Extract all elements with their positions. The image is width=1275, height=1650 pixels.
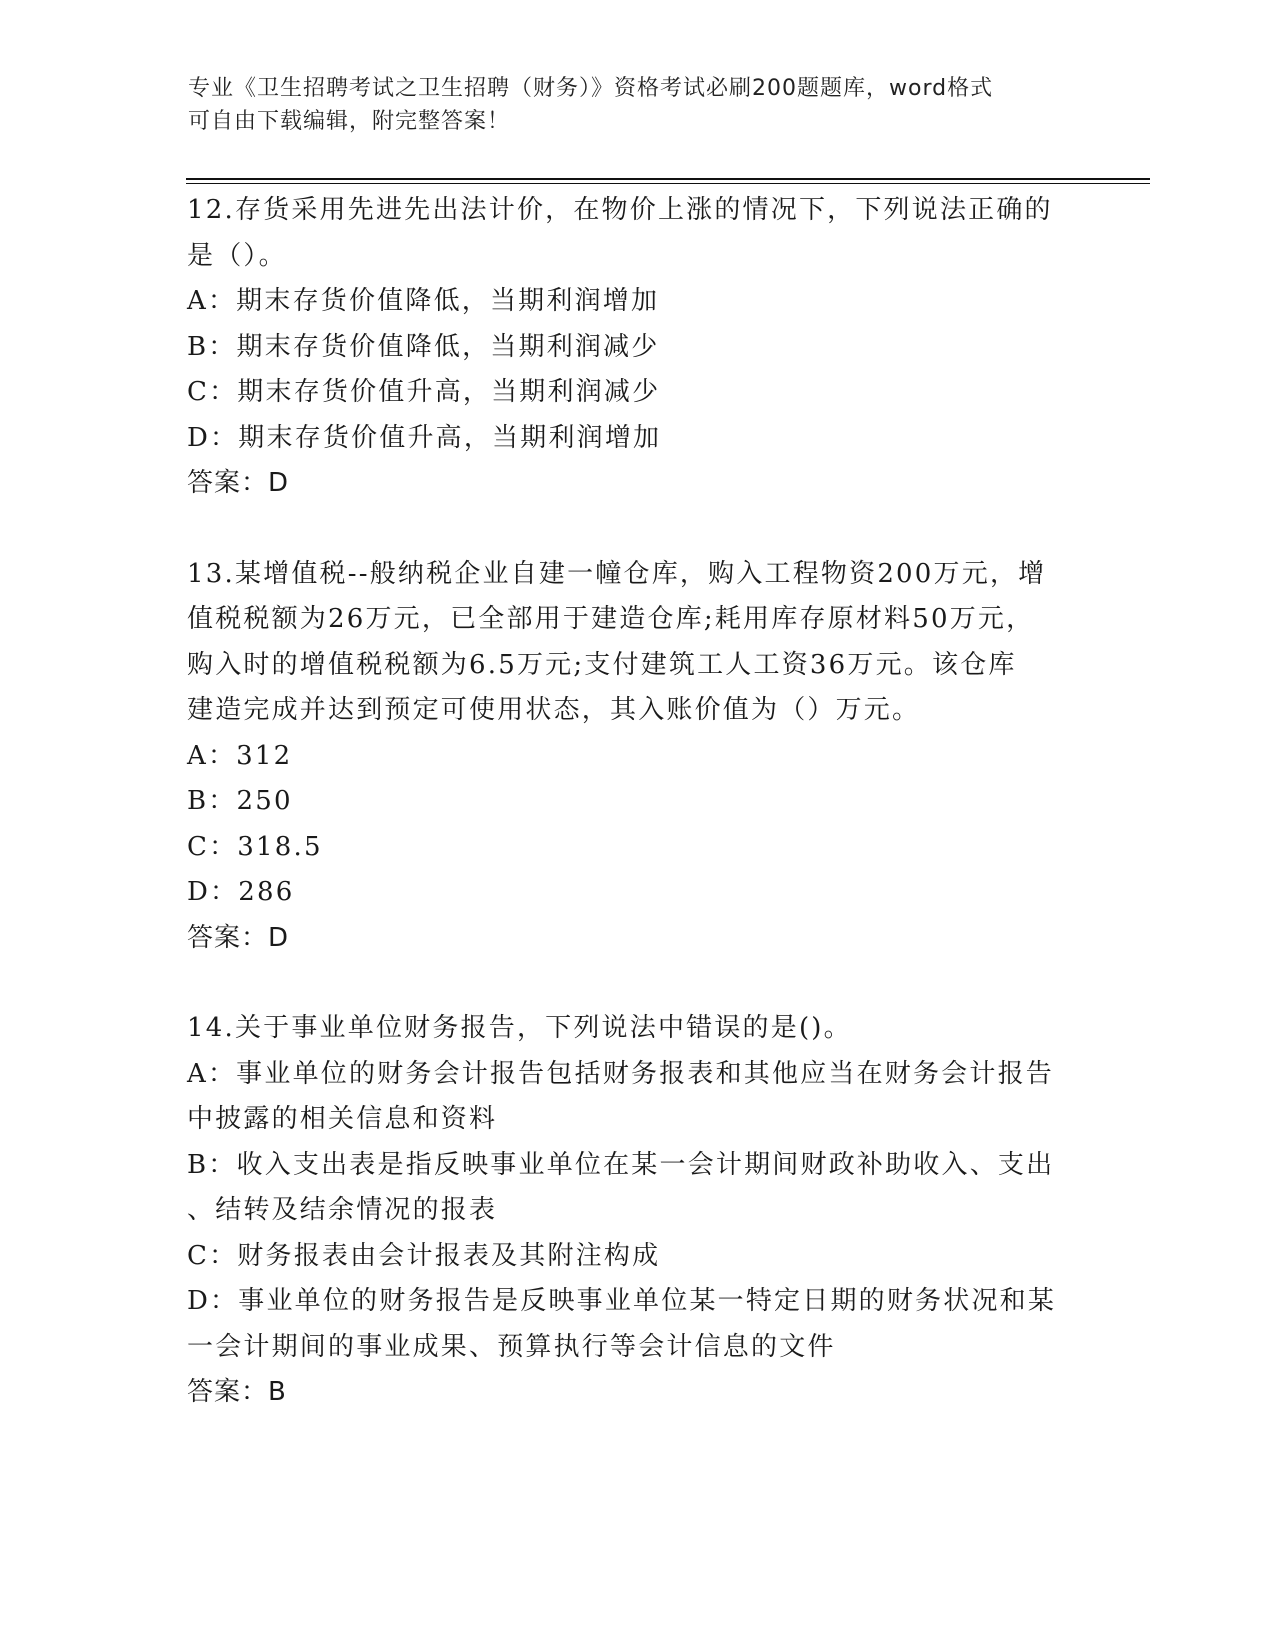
question-stem: 14.关于事业单位财务报告，下列说法中错误的是()。: [187, 1013, 852, 1043]
option-b: B：250: [187, 786, 293, 816]
question-list: [187, 188, 1087, 1416]
answer-label: 答案：D: [187, 922, 290, 953]
option-d: D：期末存货价值升高，当期利润增加: [187, 422, 662, 453]
option-d: D：286: [187, 877, 295, 907]
answer-label: 答案：D: [187, 468, 290, 498]
option-b: B：收入支出表是指反映事业单位在某一会计期间财政补助收入、支出: [187, 1149, 1055, 1180]
option-c: C：318.5: [187, 831, 323, 862]
question-stem: 12.存货采用先进先出法计价，在物价上涨的情况下，下列说法正确的: [187, 195, 1053, 225]
option-c: C：财务报表由会计报表及其附注构成: [187, 1240, 661, 1271]
answer-label: 答案：B: [187, 1377, 287, 1407]
header-line: 专业《卫生招聘考试之卫生招聘（财务）》资格考试必刷200题题库，word格式: [188, 76, 994, 101]
question-stem: 值税税额为26万元，已全部用于建造仓库;耗用库存原材料50万元，: [187, 604, 1035, 634]
header-divider-thick: [186, 178, 1150, 180]
question-13: [187, 552, 1087, 962]
option-b-continued: 、结转及结余情况的报表: [187, 1195, 498, 1225]
option-c: C：期末存货价值升高，当期利润减少: [187, 377, 661, 407]
question-stem: 建造完成并达到预定可使用状态，其入账价值为（）万元。: [187, 695, 921, 725]
option-d-continued: 一会计期间的事业成果、预算执行等会计信息的文件: [187, 1331, 836, 1362]
question-stem: 13.某增值税--般纳税企业自建一幢仓库，购入工程物资200万元，增: [187, 558, 1047, 589]
header-divider-thin: [186, 183, 1150, 184]
option-a: A：期末存货价值降低，当期利润增加: [187, 286, 660, 316]
option-d: D：事业单位的财务报告是反映事业单位某一特定日期的财务状况和某: [187, 1286, 1057, 1316]
question-14: [187, 1006, 1087, 1416]
option-b: B：期末存货价值降低，当期利润减少: [187, 331, 660, 362]
option-a: A：事业单位的财务会计报告包括财务报表和其他应当在财务会计报告: [187, 1058, 1054, 1089]
option-a: A：312: [187, 740, 293, 771]
question-stem: 购入时的增值税税额为6.5万元;支付建筑工人工资36万元。该仓库: [187, 649, 1017, 680]
question-stem: 是（）。: [187, 240, 287, 271]
question-12: [187, 188, 1087, 507]
document-header: [188, 72, 1068, 138]
header-line: 可自由下载编辑，附完整答案！: [188, 109, 511, 134]
option-a-continued: 中披露的相关信息和资料: [187, 1104, 498, 1134]
